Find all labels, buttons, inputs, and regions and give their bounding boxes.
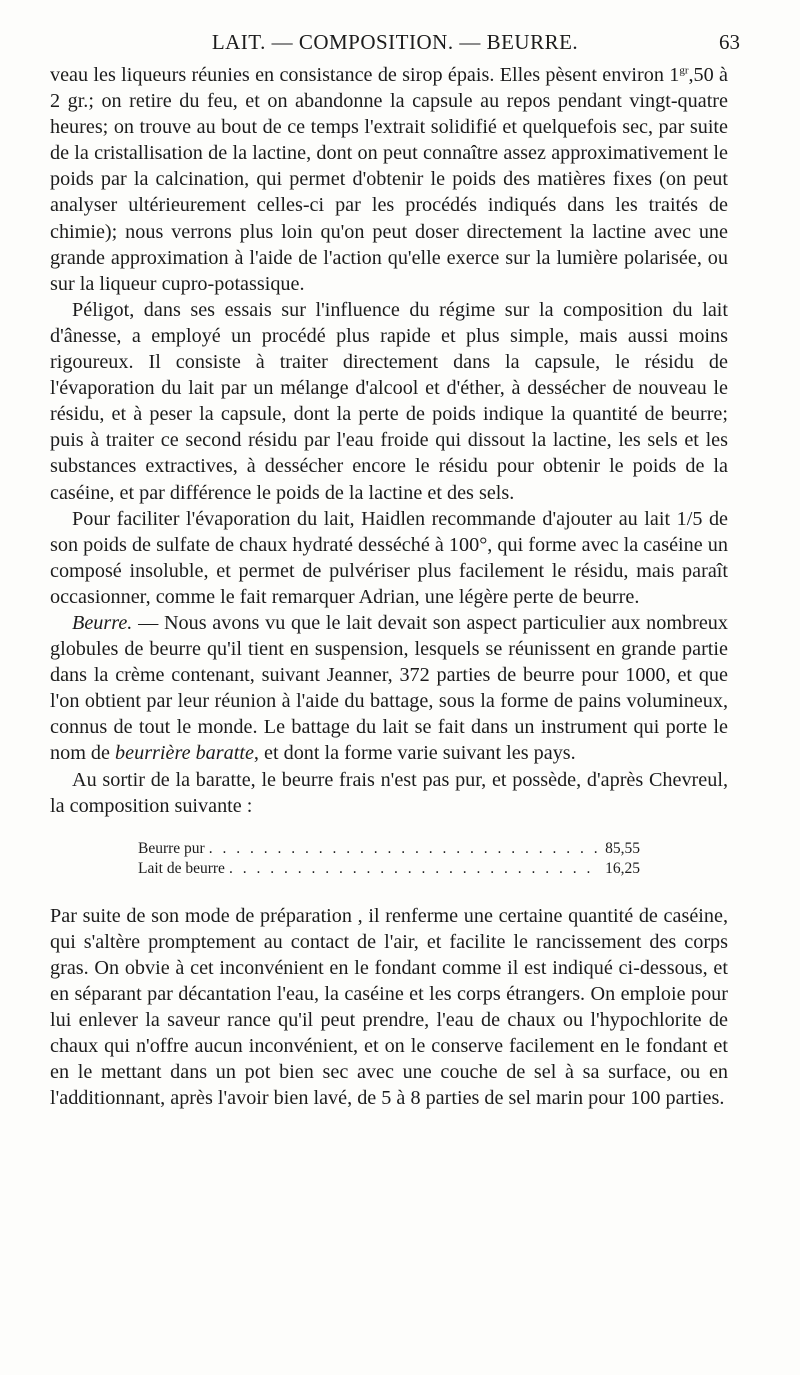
paragraph-1 xyxy=(50,62,728,297)
paragraph-6: Par suite de son mode de préparation , il renferme une certaine quantité de caséine, qui s'altère promptement au contact de l'air, et facilite le rancissement des corps gras. On obvie à cet inconvénient en le fondant comme il est indiqué ci-dessous, et en séparant par décantation l'eau, la caséine et les corps étrangers. On emploie pour lui enlever la saveur rance qu'il peut prendre, l'eau de chaux ou l'hypochlorite de chaux qui n'offre aucun inconvénient, et on le conserve facilement en le fondant et en le mettant dans un pot bien sec avec une couche de sel à sa surface, ou en l'additionnant, après l'avoir bien lavé, de 5 à 8 parties de sel marin pour 100 parties. xyxy=(50,904,728,1110)
row-label: Beurre pur xyxy=(138,839,205,857)
paragraph-1-text-b: ,50 à 2 gr.; on retire du feu, et on abandonne la capsule au repos pendant vingt-quatre heures; on trouve au bout de ce temps l'extrait solidifié et quelquefois sec, par suite de la cristallisation de la lactine, dont on peut connaître assez approximativement le poids par la calcination, qui permet d'obtenir le poids des matières fixes (on peut analyser ultérieurement celles-ci par les procédés indiqués dans les traités de chimie); nous verrons plus loin qu'on peut doser directement la lactine avec une grande approximation à l'aide de l'action qu'elle exerce sur la lumière polarisée, ou sur la liqueur cupro-potassique. xyxy=(50,64,729,295)
leader-dots xyxy=(209,839,601,859)
section-heading-beurre: Beurre. xyxy=(72,611,133,634)
paragraph-3: Pour faciliter l'évaporation du lait, Haidlen recommande d'ajouter au lait 1/5 de son poids de sulfate de chaux hydraté desséché à 100°, qui forme avec la caséine un composé insoluble, et permet de pulvériser plus facilement le résidu, mais paraît occasionner, comme le fait remarquer Adrian, une légère perte de beurre. xyxy=(50,507,728,608)
paragraph-2: Péligot, dans ses essais sur l'influence du régime sur la composition du lait d'ânesse, a employé un procédé plus rapide et plus simple, mais aussi moins rigoureux. Il consiste à traiter directement dans la capsule, le résidu de l'évaporation du lait par un mélange d'alcool et d'éther, à dessécher de nouveau le résidu, et à peser la capsule, dont la perte de poids indique la quantité de beurre; puis à traiter ce second résidu par l'eau froide qui dissout la lactine, les sels et les substances extractives, à dessécher encore le résidu pour obtenir le poids de la caséine, et par différence le poids de la lactine et des sels. xyxy=(50,298,728,504)
paragraph-4-text-a: — Nous avons vu que le lait devait son aspect particulier aux nombreux globules de beurre qu'il tient en suspension, lesquels se réunissent en grande partie dans la crème contenant, suivant Jeanner, 372 parties de beurre pour 1000, et que l'on obtient par leur réunion à l'aide du battage, sous la forme de pains volumineux, connus de tout le monde. Le battage du lait se fait dans un instrument qui porte le nom de xyxy=(50,611,728,765)
composition-table xyxy=(138,839,640,879)
table-row xyxy=(138,839,640,859)
row-value: 85,55 xyxy=(605,839,640,857)
row-value: 16,25 xyxy=(605,859,640,877)
running-title: LAIT. — COMPOSITION. — BEURRE. xyxy=(211,30,579,54)
table-row xyxy=(138,859,640,879)
paragraph-4-text-b: , et dont la forme varie suivant les pays. xyxy=(253,742,576,765)
paragraph-5: Au sortir de la baratte, le beurre frais n'est pas pur, et possède, d'après Chevreul, la composition suivante : xyxy=(50,768,728,817)
paragraph-1-text-a: veau les liqueurs réunies en consistance de sirop épais. Elles pèsent environ 1 xyxy=(50,64,680,86)
leader-dots xyxy=(229,859,601,879)
paragraph-4 xyxy=(50,610,728,767)
page-body xyxy=(50,62,728,1111)
row-label: Lait de beurre xyxy=(138,859,225,877)
paragraph-4-emphasis: beurrière baratte xyxy=(115,742,254,765)
page-header xyxy=(50,30,740,56)
paragraph-1-superscript: gr xyxy=(679,64,689,77)
page-number: 63 xyxy=(719,30,740,54)
